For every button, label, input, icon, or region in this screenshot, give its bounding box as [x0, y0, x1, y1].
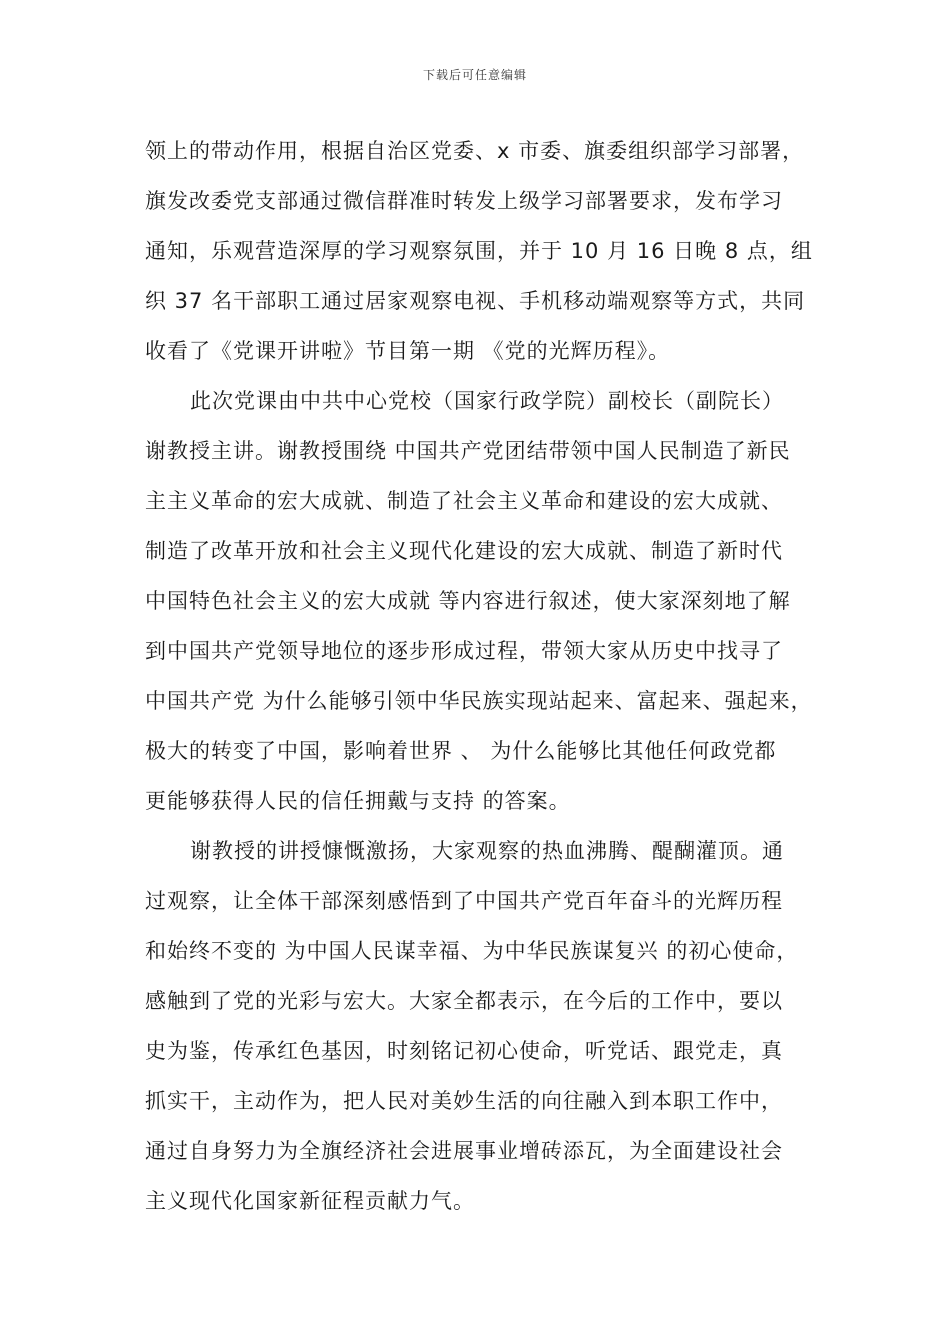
text-line: 到中国共产党领导地位的逐步形成过程，带领大家从历史中找寻了	[145, 639, 783, 663]
text-line: 过观察，让全体干部深刻感悟到了中国共产党百年奋斗的光辉历程	[145, 889, 783, 913]
text-line: 感触到了党的光彩与宏大。大家全都表示，在今后的工作中，要以	[145, 989, 783, 1013]
text-line: 通过自身努力为全旗经济社会进展事业增砖添瓦，为全面建设社会	[145, 1139, 783, 1163]
text-line: 谢教授主讲。谢教授围绕 中国共产党团结带领中国人民制造了新民	[145, 439, 791, 463]
text-line: 更能够获得人民的信任拥戴与支持 的答案。	[145, 789, 571, 813]
text-line: 和始终不变的 为中国人民谋幸福、为中华民族谋复兴 的初心使命，	[145, 939, 799, 963]
text-line: 织 37 名干部职工通过居家观察电视、手机移动端观察等方式，共同	[145, 289, 806, 313]
text-line: 主义现代化国家新征程贡献力气。	[145, 1189, 475, 1213]
paragraph-first-line: 谢教授的讲授慷慨激扬，大家观察的热血沸腾、醍醐灌顶。通	[190, 839, 784, 863]
text-line: 领上的带动作用，根据自治区党委、x 市委、旗委组织部学习部署，	[145, 139, 805, 163]
text-line: 制造了改革开放和社会主义现代化建设的宏大成就、制造了新时代	[145, 539, 783, 563]
text-line: 中国共产党 为什么能够引领中华民族实现站起来、富起来、强起来，	[145, 689, 813, 713]
text-line: 极大的转变了中国，影响着世界 、 为什么能够比其他任何政党都	[145, 739, 777, 763]
text-line: 通知，乐观营造深厚的学习观察氛围，并于 10 月 16 日晚 8 点，组	[145, 239, 813, 263]
text-line: 中国特色社会主义的宏大成就 等内容进行叙述，使大家深刻地了解	[145, 589, 791, 613]
text-line: 旗发改委党支部通过微信群准时转发上级学习部署要求，发布学习	[145, 189, 783, 213]
text-line: 抓实干，主动作为，把人民对美妙生活的向往融入到本职工作中，	[145, 1089, 783, 1113]
text-line: 主主义革命的宏大成就、制造了社会主义革命和建设的宏大成就、	[145, 489, 783, 513]
text-line: 收看了《党课开讲啦》节目第一期 《党的光辉历程》。	[145, 339, 671, 363]
paragraph-first-line: 此次党课由中共中心党校（国家行政学院）副校长（副院长）	[190, 389, 784, 413]
page-header: 下载后可任意编辑	[422, 68, 527, 82]
text-line: 史为鉴，传承红色基因，时刻铭记初心使命，听党话、跟党走，真	[145, 1039, 783, 1063]
